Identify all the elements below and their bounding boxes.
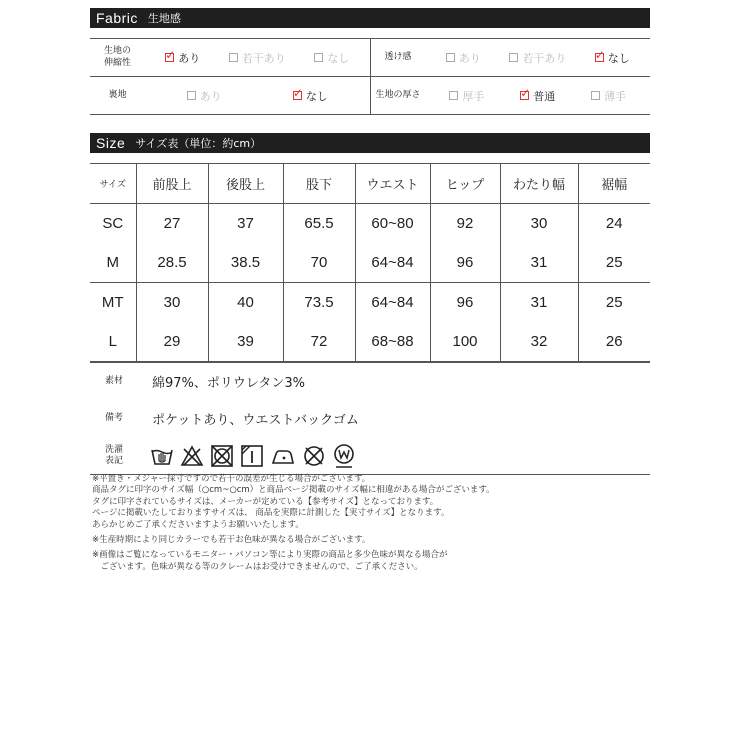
size-header-row: [90, 164, 650, 204]
size-value-cell: 60~80: [355, 204, 430, 244]
hand-wash-icon: [150, 444, 174, 468]
checked-box-icon: [520, 91, 529, 100]
fabric-attribute-label: 生地の 伸縮性: [103, 46, 131, 68]
size-row: [90, 322, 650, 362]
details-section: [90, 362, 650, 475]
size-value-cell: 65.5: [283, 204, 355, 244]
size-label-cell: M: [90, 243, 136, 283]
notes-value: ポケットあり、ウエストバックゴム: [152, 413, 359, 428]
no-tumble-dry-icon: [210, 444, 234, 468]
fabric-attribute-label: 透け感: [384, 51, 412, 62]
size-column-header: ウエスト: [355, 164, 430, 204]
unchecked-box-icon: [591, 91, 600, 100]
fabric-attribute: [371, 39, 651, 76]
low-iron-icon: [270, 444, 296, 468]
checked-box-icon: [293, 91, 302, 100]
size-column-header: わたり幅: [500, 164, 578, 204]
fabric-options: [426, 50, 651, 66]
no-dry-clean-icon: [302, 444, 326, 468]
size-table: [90, 163, 650, 362]
size-column-header: 裾幅: [578, 164, 650, 204]
size-title-jp: サイズ表（単位：約cm）: [135, 137, 262, 150]
fabric-option-label: 若干あり: [522, 51, 567, 65]
size-column-header: ヒップ: [430, 164, 500, 204]
fabric-option: [595, 50, 630, 66]
size-column-header: 前股上: [136, 164, 208, 204]
size-label-cell: MT: [90, 283, 136, 323]
fabric-option-label: 若干あり: [241, 51, 286, 65]
unchecked-box-icon: [314, 53, 323, 62]
fabric-option-label: 薄手: [604, 89, 627, 103]
fabric-attribute: [90, 39, 371, 76]
fabric-option: [229, 50, 286, 66]
size-value-cell: 31: [500, 283, 578, 323]
fabric-header: [90, 8, 650, 28]
notes-row: [90, 400, 650, 437]
size-value-cell: 25: [605, 294, 623, 311]
fabric-option: [165, 50, 200, 66]
size-title-en: Size: [96, 135, 126, 151]
fabric-option-label: なし: [607, 51, 630, 65]
material-value: 綿97%、ポリウレタン3%: [152, 376, 305, 391]
fabric-attribute: [90, 77, 371, 114]
size-value-cell: 29: [136, 322, 208, 362]
size-value-cell: 72: [283, 322, 355, 362]
size-value-cell: 26: [578, 322, 650, 362]
spec-sheet: [90, 8, 650, 475]
fabric-options: [145, 88, 370, 104]
fabric-options: [145, 50, 370, 66]
fabric-option-label: なし: [305, 89, 328, 103]
size-row: [90, 283, 650, 323]
size-value-cell: 73.5: [283, 283, 355, 323]
no-bleach-icon: [180, 444, 204, 468]
size-value-cell: 28.5: [136, 243, 208, 283]
size-label-cell: L: [90, 322, 136, 362]
unchecked-box-icon: [449, 91, 458, 100]
fabric-option: [509, 50, 566, 66]
wet-clean-icon: [332, 443, 356, 469]
size-value-cell: 27: [136, 204, 208, 244]
footnote: ※生産時期により同じカラーでも若干お色味が異なる場合がございます。: [92, 535, 371, 546]
fabric-option-label: あり: [178, 51, 201, 65]
unchecked-box-icon: [229, 53, 238, 62]
fabric-option: [446, 50, 481, 66]
fabric-row: [90, 77, 650, 115]
fabric-title-jp: 生地感: [147, 12, 181, 25]
notes-label: 備考: [104, 413, 123, 424]
fabric-option-label: なし: [327, 51, 350, 65]
size-value-cell: 30: [136, 283, 208, 323]
size-row: [90, 204, 650, 244]
care-row: [90, 437, 650, 475]
care-icons: [138, 443, 356, 469]
size-value-cell: 64~84: [355, 243, 430, 283]
fabric-option-label: 普通: [533, 89, 556, 103]
size-value-cell: 96: [430, 243, 500, 283]
fabric-option: [449, 88, 484, 104]
size-value-cell: 70: [283, 243, 355, 283]
footnote: ※画像はご覧になっているモニター・パソコン等により実際の商品と多少色味が異なる場合が ございます。色味が異なる等のクレームはお受けできませんので、ご了承ください。: [92, 550, 448, 572]
material-label: 素材: [104, 376, 123, 387]
size-value-cell: 37: [208, 204, 283, 244]
size-column-header: 股下: [283, 164, 355, 204]
footnotes: [92, 474, 692, 577]
fabric-option: [591, 88, 626, 104]
fabric-option: [187, 88, 222, 104]
fabric-option: [293, 88, 328, 104]
size-label-cell: SC: [90, 204, 136, 244]
footnote: ※平置き・メジャー採寸ですので若干の誤差が生じる場合がございます。 商品タグに印字のサイズ幅（○cm~○cm）と商品ページ掲載のサイズ幅に相違がある場合がございます。 タグに印字されているサイズは、メーカーが定めている【参考サイズ】となっております。 ページに掲載いたしておりますサイズは、 商品を実際に計測した【実寸サイズ】となります。 あらかじめご了承くださいますようお願いいたします。: [92, 474, 495, 530]
fabric-row: [90, 39, 650, 77]
size-value-cell: 30: [500, 204, 578, 244]
size-value-cell: 25: [578, 243, 650, 283]
fabric-option: [314, 50, 349, 66]
unchecked-box-icon: [187, 91, 196, 100]
fabric-option-label: 厚手: [462, 89, 485, 103]
unchecked-box-icon: [446, 53, 455, 62]
fabric-option-label: あり: [458, 51, 481, 65]
fabric-attribute-label: 生地の厚さ: [375, 89, 421, 100]
size-header: [90, 133, 650, 153]
size-value-cell: 64~84: [355, 283, 430, 323]
size-value-cell: 31: [500, 243, 578, 283]
fabric-option-label: あり: [199, 89, 222, 103]
fabric-attribute-label: 裏地: [108, 89, 127, 100]
size-value-cell: 40: [208, 283, 283, 323]
size-column-header: 後股上: [208, 164, 283, 204]
fabric-attribute: [371, 77, 651, 114]
size-value-cell: 92: [430, 204, 500, 244]
material-row: [90, 363, 650, 400]
fabric-options: [426, 88, 651, 104]
size-value-cell: 24: [605, 215, 623, 232]
size-value-cell: 38.5: [208, 243, 283, 283]
line-dry-shade-icon: [240, 444, 264, 468]
size-column-header: サイズ: [90, 164, 136, 204]
fabric-table: [90, 38, 650, 115]
care-label: 洗濯 表記: [104, 444, 123, 466]
size-value-cell: 68~88: [355, 322, 430, 362]
unchecked-box-icon: [509, 53, 518, 62]
checked-box-icon: [165, 53, 174, 62]
size-value-cell: 39: [208, 322, 283, 362]
size-value-cell: 32: [500, 322, 578, 362]
fabric-title-en: Fabric: [96, 10, 138, 26]
size-value-cell: 100: [430, 322, 500, 362]
size-row: [90, 243, 650, 283]
size-value-cell: 96: [430, 283, 500, 323]
fabric-option: [520, 88, 555, 104]
checked-box-icon: [595, 53, 604, 62]
